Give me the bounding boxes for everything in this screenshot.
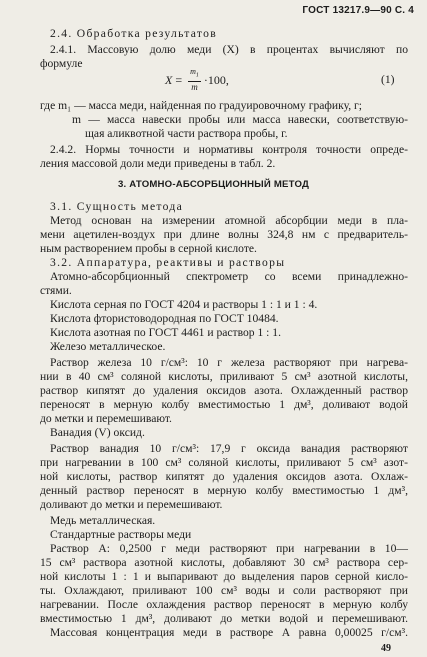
paragraph-line: вместимостью 1 дм³, доливают до метки водой и перемешивают. xyxy=(40,612,408,625)
paragraph-line: переносят в мерную колбу вместимостью 1 дм³, доливают водой xyxy=(40,398,408,411)
page-number: 49 xyxy=(381,643,391,654)
formula-numerator: $m_1$ xyxy=(188,67,201,82)
paragraph-line: ной кислоты 1 : 1 и выпаривают до выделения паров серной кисло- xyxy=(40,570,408,583)
running-head: ГОСТ 13217.9—90 С. 4 xyxy=(302,5,414,16)
formula-fraction xyxy=(188,67,201,93)
paragraph-line: денный раствор переносят в мерную колбу вместимостью 1 дм³, xyxy=(40,484,408,497)
paragraph-line: Раствор железа 10 г/см³: 10 г железа растворяют при нагрева- xyxy=(50,356,408,369)
reagent-line: Кислота азотная по ГОСТ 4461 и раствор 1 : 1. xyxy=(50,326,281,339)
paragraph-line: формуле xyxy=(40,57,83,70)
paragraph-line: при нагревании в 100 см³ соляной кислоты, приливают 5 см³ азот- xyxy=(40,456,408,469)
paragraph-line: Атомно-абсорбционный спектрометр со всеми принадлежно- xyxy=(50,270,408,283)
paragraph-line: где m₁ — масса меди, найденная по градуировочному графику, г; xyxy=(40,99,362,112)
paragraph-line: щая аликвотной части раствора пробы, г. xyxy=(85,127,288,140)
reagent-line: Кислота серная по ГОСТ 4204 и растворы 1 : 1 и 1 : 4. xyxy=(50,298,318,311)
section-3-heading: 3. АТОМНО-АБСОРБЦИОННЫЙ МЕТОД xyxy=(117,179,310,190)
paragraph-line: ным растворением пробы в серной кислоте. xyxy=(40,242,257,255)
paragraph-line: Раствор ванадия 10 г/см³: 17,9 г оксида ванадия растворяют xyxy=(50,442,408,455)
paragraph-line: Массовая концентрация меди в растворе А равна 0,00025 г/см³. xyxy=(50,626,408,639)
paragraph-line: раствор кипятят до удаления оксидов азота. Охлажденный раствор xyxy=(40,384,408,397)
reagent-line: Ванадия (V) оксид. xyxy=(50,426,145,439)
subheading-line: Стандартные растворы меди xyxy=(50,528,192,541)
paragraph-line: ты. Охлаждают, приливают 100 см³ воды и соли растворяют при xyxy=(40,584,408,597)
paragraph-line: стями. xyxy=(40,284,72,297)
section-3-1-heading: 3.1. Сущность метода xyxy=(50,200,184,213)
paragraph-line: ления массовой доли меди приведены в табл. 2. xyxy=(40,157,276,170)
paragraph-line: 15 см³ раствора азотной кислоты, добавляют 30 см³ раствора сер- xyxy=(40,556,408,569)
paragraph-line: нагревании. После охлаждения раствор переносят в мерную колбу xyxy=(40,598,408,611)
paragraph-line: до метки и перемешивают. xyxy=(40,412,172,425)
paragraph-line: m — масса навески пробы или масса навески, соответствую- xyxy=(72,113,408,126)
formula-1 xyxy=(165,66,229,94)
paragraph-line: нии в 40 см³ соляной кислоты, приливают 5 см³ азотной кислоты, xyxy=(40,370,408,383)
section-3-2-heading: 3.2. Аппаратура, реактивы и растворы xyxy=(50,256,286,269)
paragraph-line: 2.4.1. Массовую долю меди (X) в процентах вычисляют по xyxy=(50,43,408,56)
paragraph-line: мени ацетилен-воздух при длине волны 324,8 нм с предваритель- xyxy=(40,228,408,241)
paragraph-line: доливают до метки и перемешивают. xyxy=(40,498,223,511)
formula-denominator: m xyxy=(191,81,198,92)
section-2-4-heading: 2.4. Обработка результатов xyxy=(50,27,217,40)
formula-equals: = xyxy=(175,72,183,87)
formula-lhs: X xyxy=(165,72,173,87)
reagent-line: Железо металлическое. xyxy=(50,340,166,353)
reagent-line: Кислота фтористоводородная по ГОСТ 10484. xyxy=(50,312,279,325)
reagent-line: Медь металлическая. xyxy=(50,514,156,527)
paragraph-line: Метод основан на измерении атомной абсорбции меди в пла- xyxy=(50,214,408,227)
formula-rhs: ·100, xyxy=(203,72,229,87)
formula-number: (1) xyxy=(381,73,395,86)
paragraph-line: Раствор А: 0,2500 г меди растворяют при нагревании в 10— xyxy=(50,542,408,555)
paragraph-line: 2.4.2. Нормы точности и нормативы контроля точности опреде- xyxy=(50,143,408,156)
paragraph-line: ной кислоты, раствор кипятят до удаления оксидов азота. Охлаж- xyxy=(40,470,408,483)
